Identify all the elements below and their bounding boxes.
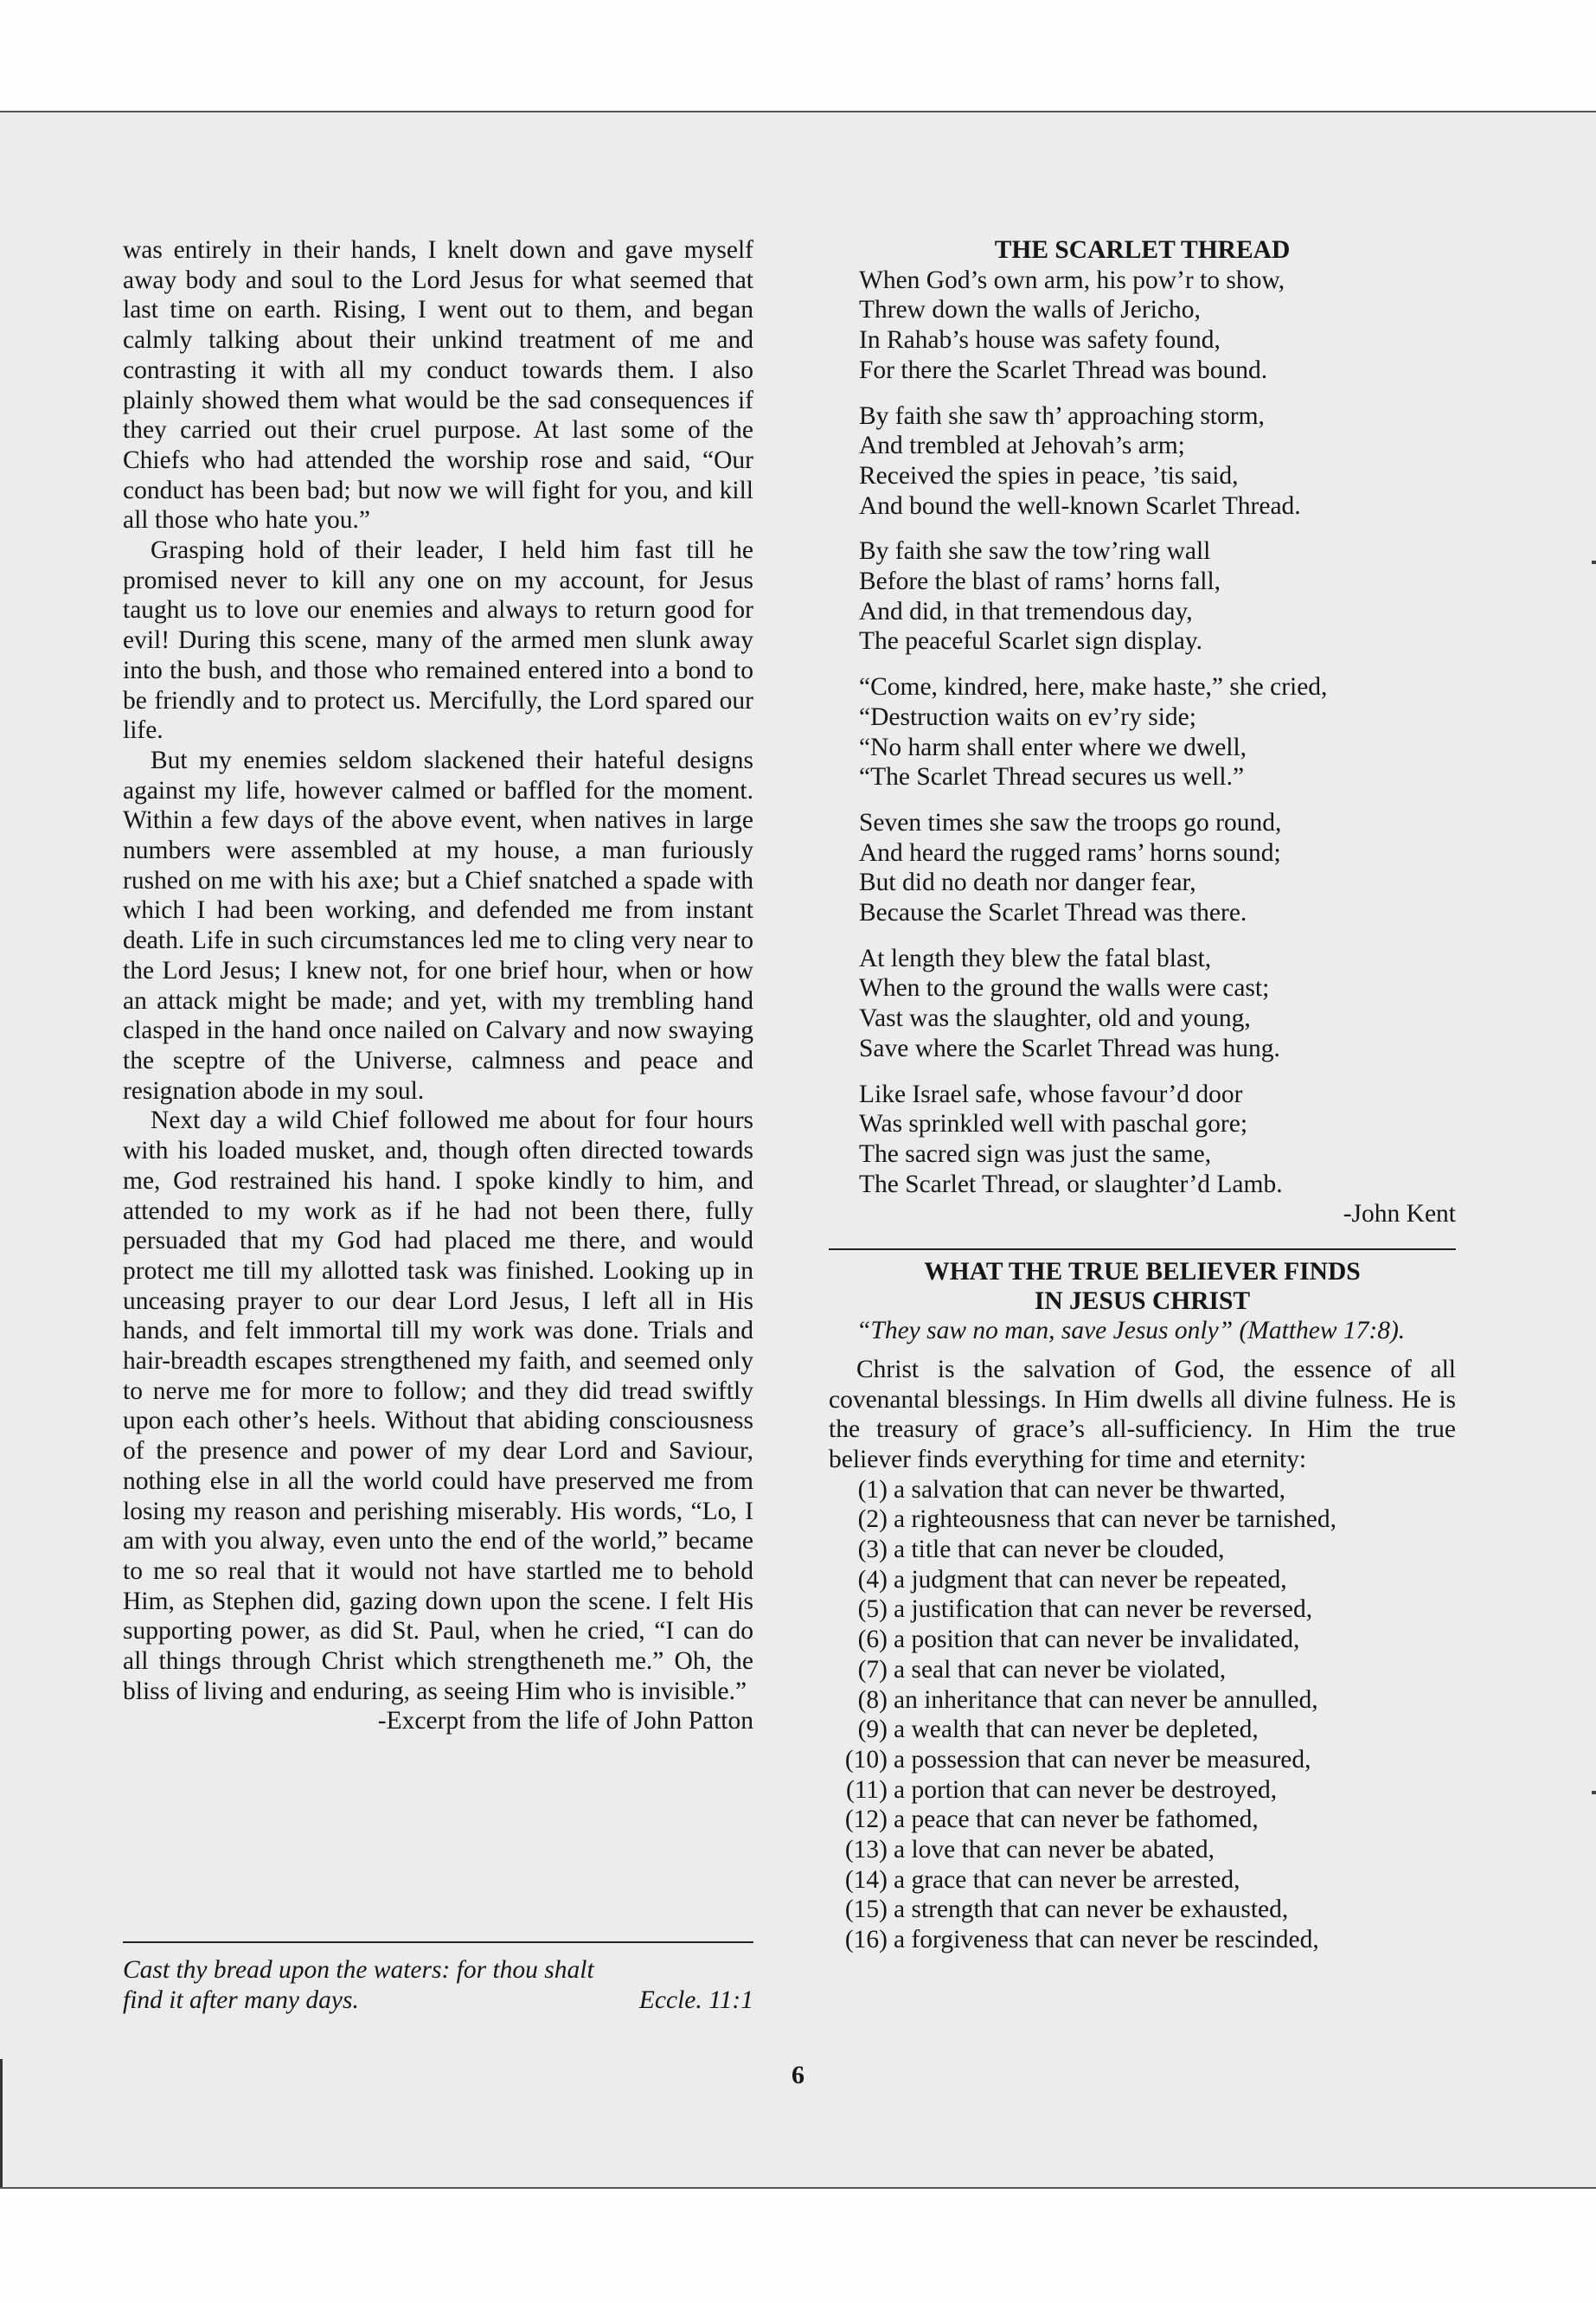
poem-line: And bound the well-known Scarlet Thread. [859, 491, 1301, 520]
verse-line: Cast thy bread upon the waters: for thou shalt [123, 1956, 594, 1984]
poem-line: And heard the rugged rams’ horns sound; [859, 838, 1281, 867]
page-number: 6 [792, 2061, 804, 2089]
stanza [829, 1080, 1456, 1200]
stanza [829, 401, 1456, 522]
poem-line: And did, in that tremendous day, [859, 597, 1193, 625]
item-number: (14) [844, 1865, 888, 1894]
poem-line: But did no death nor danger fear, [859, 869, 1196, 897]
poem [829, 266, 1456, 1229]
divider [829, 1248, 1456, 1250]
item-text: a portion that can never be destroyed, [894, 1775, 1278, 1804]
poem-line: And trembled at Jehovah’s arm; [859, 432, 1185, 460]
poem-line: “No harm shall enter where we dwell, [859, 733, 1247, 761]
left-column [123, 235, 753, 1736]
list-item [829, 1775, 1456, 1806]
poem-line: Like Israel safe, whose favour’d door [859, 1080, 1243, 1108]
item-number: (6) [857, 1626, 888, 1654]
stanza [829, 672, 1456, 792]
list-item [829, 1805, 1456, 1835]
poem-line: Seven times she saw the troops go round, [859, 808, 1282, 837]
item-text: a righteousness that can never be tarnished, [894, 1505, 1336, 1534]
paragraph: Next day a wild Chief followed me about for four hours with his loaded musket, and, though often directed towards me, God restrained his hand. I spoke kindly to him, and attended to my work as if he had not been there, fully persuaded that my God had placed me there, and would protect me till my allotted task was finished. Looking up in unceasing prayer to our dear Lord Jesus, I left all in His hands, and felt immortal till my work was done. Trials and hair-breadth escapes strengthened my faith, and seemed only to nerve me for more to follow; and they did tread swiftly upon each other’s heels. Without that abiding consciousness of the presence and power of my dear Lord and Saviour, nothing else in all the world could have preserved me from losing my reason and perishing miserably. His words, “Lo, I am with you alway, even unto the end of the world,” became to me so real that it would not have startled me to behold Him, as Stephen did, gazing down upon the scene. I felt His supporting power, as did St. Paul, when he cried, “I can do all things through Christ which strengtheneth me.” Oh, the bliss of living and enduring, as seeing Him who is invisible.” [123, 1107, 753, 1705]
item-number: (1) [857, 1475, 888, 1504]
item-text: a peace that can never be fathomed, [894, 1806, 1259, 1834]
item-number: (15) [844, 1896, 888, 1924]
excerpt-source: -Excerpt from the life of John Patton [377, 1707, 753, 1735]
list-item [829, 1504, 1456, 1535]
poem-line: Before the blast of rams’ horns fall, [859, 568, 1221, 596]
item-number: (9) [857, 1716, 888, 1744]
item-text: a title that can never be clouded, [894, 1536, 1225, 1564]
item-text: a judgment that can never be repeated, [894, 1565, 1287, 1594]
right-column [829, 235, 1456, 1955]
paragraph: was entirely in their hands, I knelt down and gave myself away body and soul to the Lord Jesus for what seemed that last time on earth. Rising, I went out to them, and began calmly talking about their unkind treatment of me and contrasting it with all my conduct towards them. I also plainly showed them what would be the sad consequences if they carried out their cruel purpose. At last some of the Chiefs who had attended the worship rose and said, “Our conduct has been bad; but now we will fight for you, and kill all those who hate you.” [123, 236, 753, 535]
poem-line: By faith she saw th’ approaching storm, [859, 401, 1265, 430]
verse-reference: Eccle. 11:1 [638, 1985, 753, 2014]
scan-right-mark [1592, 561, 1596, 564]
item-number: (3) [857, 1536, 888, 1564]
scripture-quote: “They saw no man, save Jesus only” (Matthew 17:8). [856, 1317, 1406, 1345]
item-text: a grace that can never be arrested, [894, 1865, 1240, 1894]
list-item [829, 1655, 1456, 1685]
cast-bread-verse [123, 1955, 753, 2015]
list-item [829, 1594, 1456, 1625]
item-text: a strength that can never be exhausted, [894, 1896, 1289, 1924]
item-text: a possession that can never be measured, [894, 1745, 1311, 1774]
verse-line-with-reference [123, 1985, 753, 2016]
item-number: (16) [844, 1926, 888, 1954]
list-item [829, 1925, 1456, 1955]
poem-line: Because the Scarlet Thread was there. [859, 899, 1247, 927]
item-number: (11) [845, 1775, 888, 1804]
poem-line: The Scarlet Thread, or slaughter’d Lamb. [859, 1170, 1283, 1198]
poem-line: Save where the Scarlet Thread was hung. [859, 1034, 1280, 1062]
item-text: a seal that can never be violated, [894, 1655, 1227, 1684]
item-number: (12) [844, 1806, 888, 1834]
list-item [829, 1865, 1456, 1896]
poem-line: The peaceful Scarlet sign display. [859, 627, 1203, 656]
blessings-list [829, 1475, 1456, 1955]
item-text: an inheritance that can never be annulled, [894, 1685, 1318, 1714]
list-item [829, 1535, 1456, 1565]
item-number: (8) [857, 1685, 888, 1714]
item-text: a love that can never be abated, [894, 1836, 1215, 1864]
item-number: (13) [844, 1836, 888, 1864]
article-title: IN JESUS CHRIST [1034, 1287, 1251, 1316]
list-item [829, 1685, 1456, 1716]
stanza [829, 808, 1456, 928]
item-number: (2) [857, 1505, 888, 1534]
poem-line: Vast was the slaughter, old and young, [859, 1004, 1251, 1033]
poem-title: THE SCARLET THREAD [994, 236, 1291, 264]
item-number: (10) [844, 1745, 888, 1774]
item-text: a justification that can never be reversed, [894, 1595, 1313, 1624]
article-intro: Christ is the salvation of God, the essence of all covenantal blessings. In Him dwells all divine fulness. He is the treasury of grace’s all-sufficiency. In Him the true believer finds everything for time and eternity: [829, 1355, 1456, 1473]
poem-line: “Come, kindred, here, make haste,” she cried, [859, 673, 1328, 702]
poem-author: -John Kent [1343, 1200, 1456, 1228]
item-text: a salvation that can never be thwarted, [894, 1475, 1285, 1504]
poem-line: Threw down the walls of Jericho, [859, 296, 1201, 324]
poem-line: Received the spies in peace, ’tis said, [859, 461, 1239, 490]
scan-top-margin [0, 0, 1596, 112]
item-text: a position that can never be invalidated, [894, 1626, 1300, 1654]
stanza [829, 944, 1456, 1064]
list-item [829, 1895, 1456, 1925]
item-text: a wealth that can never be depleted, [894, 1716, 1259, 1744]
poem-line: At length they blew the fatal blast, [859, 944, 1212, 972]
scan-right-mark [1592, 1791, 1596, 1794]
poem-line: For there the Scarlet Thread was bound. [859, 356, 1268, 384]
scan-bottom-margin [0, 2187, 1596, 2303]
verse-line: find it after many days. [123, 1985, 359, 2014]
list-item [829, 1565, 1456, 1595]
paragraph: But my enemies seldom slackened their hateful designs against my life, however calmed or baffled for the moment. Within a few days of the above event, when natives in large numbers were assembled at my house, a man furiously rushed on me with his axe; but a Chief snatched a spade with which I had been working, and defended me from instant death. Life in such circumstances led me to cling very near to the Lord Jesus; I knew not, for one brief hour, when or how an attack might be made; and yet, with my trembling hand clasped in the hand once nailed on Calvary and now swaying the sceptre of the Universe, calmness and peace and resignation abode in my soul. [123, 746, 753, 1105]
poem-line: The sacred sign was just the same, [859, 1139, 1212, 1168]
item-text: a forgiveness that can never be rescinded, [894, 1926, 1319, 1954]
paragraph: Grasping hold of their leader, I held him fast till he promised never to kill any one on my account, for Jesus taught us to love our enemies and always to return good for evil! During this scene, many of the armed men slunk away into the bush, and those who remained entered into a bond to be friendly and to protect us. Mercifully, the Lord spared our life. [123, 536, 753, 745]
poem-line: “The Scarlet Thread secures us well.” [859, 763, 1245, 792]
item-number: (5) [857, 1595, 888, 1624]
list-item [829, 1715, 1456, 1745]
poem-line: When to the ground the walls were cast; [859, 974, 1270, 1003]
list-item [829, 1475, 1456, 1505]
item-number: (4) [857, 1565, 888, 1594]
article-title: WHAT THE TRUE BELIEVER FINDS [924, 1258, 1361, 1286]
divider [123, 1941, 753, 1943]
poem-line: “Destruction waits on ev’ry side; [859, 702, 1196, 731]
poem-line: When God’s own arm, his pow’r to show, [859, 266, 1285, 294]
stanza [829, 536, 1456, 657]
stanza [829, 266, 1456, 386]
poem-line: In Rahab’s house was safety found, [859, 326, 1221, 355]
list-item [829, 1625, 1456, 1655]
list-item [829, 1745, 1456, 1775]
item-number: (7) [857, 1655, 888, 1684]
list-item [829, 1835, 1456, 1865]
poem-line: Was sprinkled well with paschal gore; [859, 1110, 1248, 1139]
poem-line: By faith she saw the tow’ring wall [859, 537, 1211, 566]
